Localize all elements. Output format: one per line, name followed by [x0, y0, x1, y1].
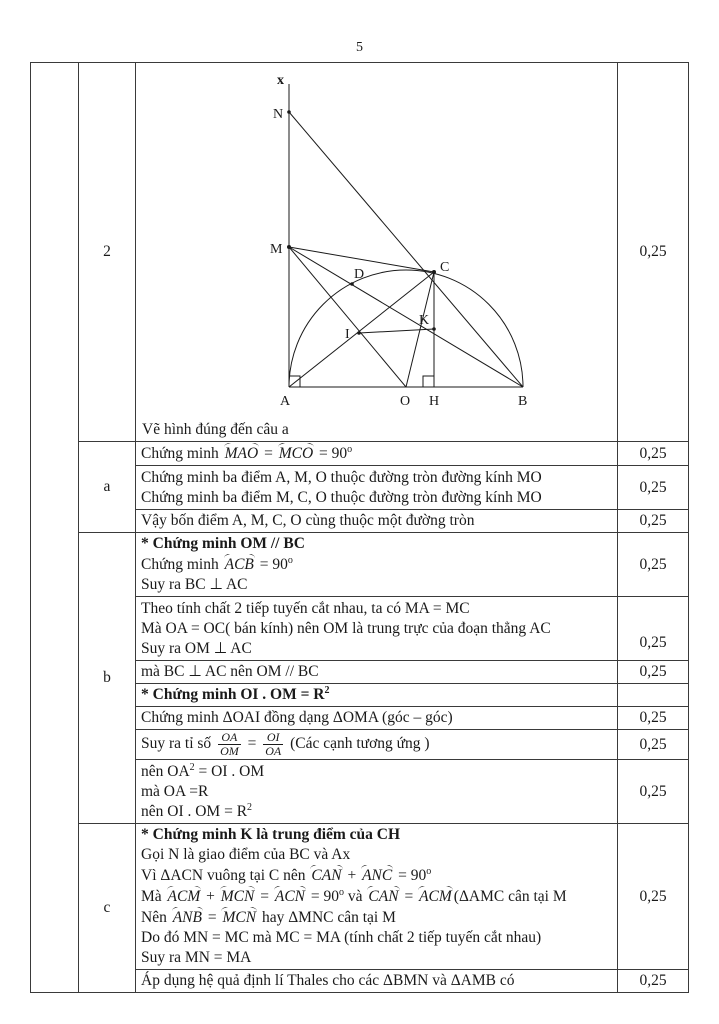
- score-cell: 0,25: [618, 970, 689, 993]
- right-angle-mark-H: [423, 376, 434, 387]
- score-cell: 0,25: [618, 466, 689, 510]
- table-rule-stub: [30, 974, 31, 989]
- figure-label-N: N: [273, 107, 284, 122]
- proof-line: Chứng minh ACB = $90^o$: [141, 554, 293, 573]
- line-NB: [289, 112, 523, 387]
- question-number: 2: [79, 63, 136, 442]
- margin-column: [31, 63, 79, 993]
- point-N: [287, 110, 291, 114]
- table-rule-stub: [78, 974, 79, 989]
- proof-line: Suy ra tỉ số $\frac{OA}{OM}$ = $\frac{OI}{OA}$ (Các cạnh tương ứng ): [141, 731, 430, 758]
- line-AC: [289, 272, 434, 387]
- proof-cell: [136, 707, 618, 730]
- proof-line: mà OA =R: [141, 782, 209, 800]
- score-cell: 0,25: [618, 760, 689, 824]
- proof-line: nên $OA^2$ = OI . OM: [141, 761, 265, 780]
- proof-line: * Chứng minh OM // BC: [141, 535, 305, 552]
- score-cell: 0,25: [618, 661, 689, 684]
- line-IK: [359, 329, 434, 333]
- figure-label-K: K: [419, 313, 430, 328]
- score-cell: 0,25: [618, 824, 689, 970]
- figure-label-H: H: [429, 394, 440, 409]
- proof-line: Áp dụng hệ quả định lí Thales cho các ΔBMN và ΔAMB có: [141, 972, 515, 989]
- geometry-figure: [266, 72, 566, 412]
- proof-line: Chứng minh ba điểm A, M, O thuộc đường tròn đường kính MO: [141, 468, 542, 486]
- score-cell: 0,25: [618, 510, 689, 533]
- figure-label-x: x: [277, 73, 284, 88]
- proof-cell: [136, 760, 618, 824]
- proof-line: Chứng minh ba điểm M, C, O thuộc đường tròn đường kính MO: [141, 488, 542, 506]
- proof-cell: [136, 597, 618, 661]
- score-cell: 0,25: [618, 442, 689, 466]
- proof-line: Nên ANB = MCN hay ΔMNC cân tại M: [141, 909, 396, 926]
- page-number: 5: [356, 40, 363, 55]
- proof-cell: [136, 824, 618, 970]
- point-K: [432, 327, 436, 331]
- proof-cell: [136, 661, 618, 684]
- figure-label-O: O: [400, 394, 411, 409]
- figure-wrapper: [266, 72, 566, 412]
- figure-label-M: M: [270, 242, 283, 257]
- proof-line: nên OI . OM = $R^2$: [141, 801, 253, 820]
- figure-label-I: I: [345, 327, 350, 342]
- proof-line: Chứng minh ΔOAI đồng dạng ΔOMA (góc – góc): [141, 709, 453, 726]
- score-cell: 0,25: [618, 707, 689, 730]
- proof-line: Mà OA = OC( bán kính) nên OM là trung trực của đoạn thẳng AC: [141, 619, 551, 637]
- figure-label-B: B: [518, 394, 528, 409]
- proof-line: Theo tính chất 2 tiếp tuyến cắt nhau, ta có MA = MC: [141, 599, 470, 617]
- point-I: [357, 331, 361, 335]
- score-cell: 0,25: [618, 533, 689, 597]
- part-label-c: c: [79, 824, 136, 993]
- proof-line: Do đó MN = MC mà MC = MA (tính chất 2 tiếp tuyến cắt nhau): [141, 929, 542, 946]
- proof-line: Vậy bốn điểm A, M, C, O cùng thuộc một đường tròn: [141, 512, 475, 529]
- proof-line: Mà ACM + MCN = ACN = $90^o$ và CAN = ACM (ΔAMC cân tại M: [141, 886, 567, 905]
- point-D: [350, 282, 354, 286]
- proof-cell: [136, 442, 618, 466]
- score-cell: 0,25: [618, 597, 689, 661]
- figure-lines: [289, 84, 523, 387]
- line-MB: [289, 247, 523, 387]
- proof-line: mà BC ⊥ AC nên OM // BC: [141, 663, 319, 680]
- part-label-b: b: [79, 533, 136, 824]
- figure-caption: Vẽ hình đúng đến câu a: [142, 421, 289, 438]
- score-cell: 0,25: [618, 730, 689, 760]
- answer-key-table: [30, 62, 689, 993]
- proof-line: Suy ra OM ⊥ AC: [141, 639, 252, 657]
- part-label-a: a: [79, 442, 136, 533]
- figure-label-A: A: [280, 394, 291, 409]
- proof-cell: [136, 533, 618, 597]
- figure-label-C: C: [440, 260, 450, 275]
- line-MO: [289, 247, 406, 387]
- proof-line: Chứng minh MAO = MCO = $90^o$: [141, 443, 353, 462]
- point-C: [432, 270, 436, 274]
- proof-line: Suy ra BC ⊥ AC: [141, 576, 248, 593]
- proof-cell: [136, 684, 618, 707]
- proof-line: Vì ΔACN vuông tại C nên CAN + ANC = $90^o$: [141, 865, 432, 884]
- proof-line: Suy ra MN = MA: [141, 949, 252, 966]
- proof-cell: [136, 510, 618, 533]
- figure-label-D: D: [354, 267, 365, 282]
- proof-line: * Chứng minh K là trung điểm của CH: [141, 826, 401, 843]
- proof-cell: [136, 730, 618, 760]
- point-M: [287, 245, 291, 249]
- figure-points: [287, 110, 436, 335]
- proof-line: Gọi N là giao điểm của BC và Ax: [141, 846, 351, 863]
- score-cell: [618, 684, 689, 707]
- score-cell: 0,25: [618, 63, 689, 442]
- proof-line: * Chứng minh OI . OM = $R^2$: [141, 685, 330, 703]
- table-rule-stub: [135, 974, 136, 989]
- figure-cell: [136, 63, 618, 442]
- proof-cell: [136, 466, 618, 510]
- proof-cell: [136, 970, 618, 993]
- semicircle-AB: [289, 270, 523, 387]
